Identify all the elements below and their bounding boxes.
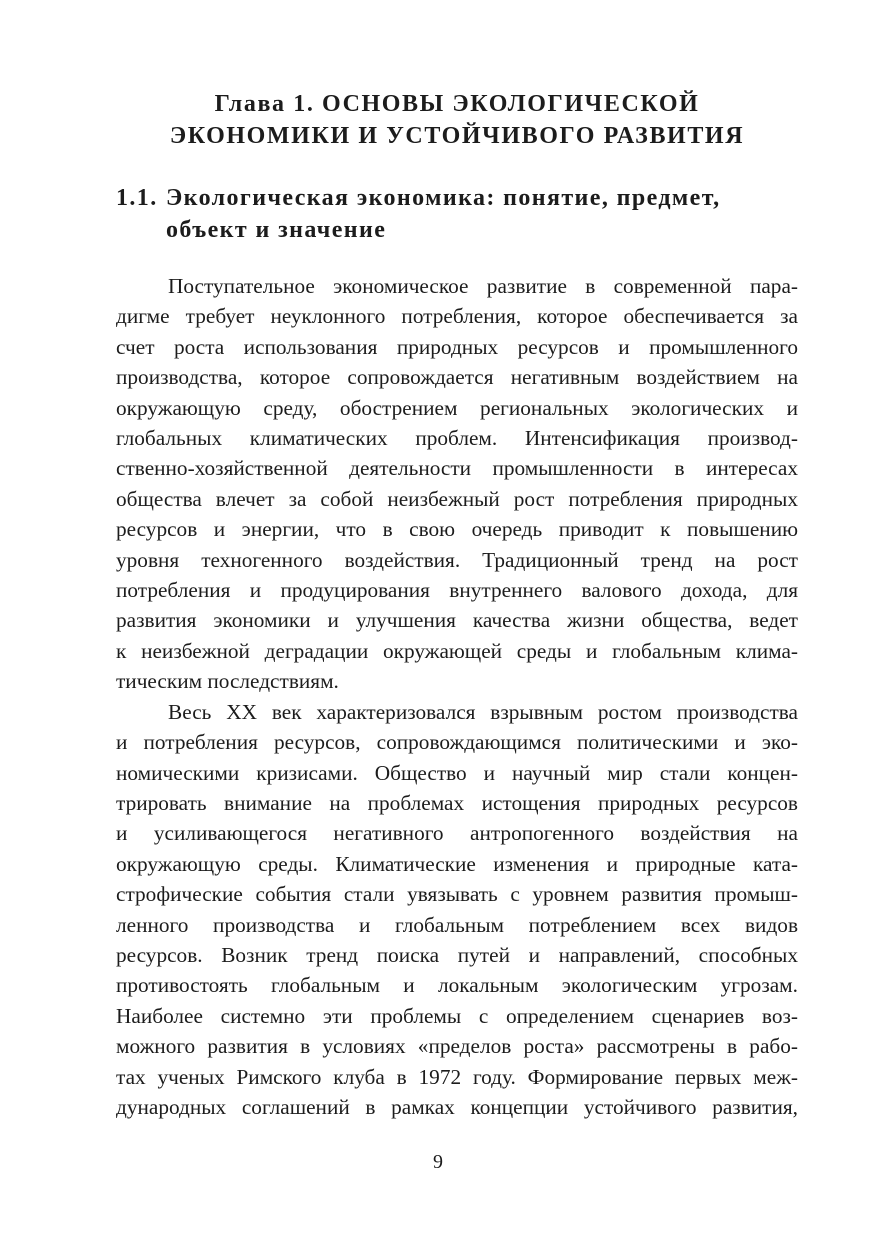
text-line: ственно-хозяйственной деятельности промышленности в интересах	[116, 456, 798, 481]
text-line: общества влечет за собой неизбежный рост потребления природных	[116, 486, 798, 511]
body-paragraph	[116, 271, 798, 697]
text-line: дународных соглашений в рамках концепции устойчивого развития,	[116, 1094, 798, 1119]
text-line: строфические события стали увязывать с уровнем развития промыш-	[116, 882, 798, 907]
text-line: Наиболее системно эти проблемы с определением сценариев воз-	[116, 1003, 798, 1028]
body-paragraph	[116, 697, 798, 1123]
text-line: производства, которое сопровождается негативным воздействием на	[116, 365, 798, 390]
chapter-title-line: ЭКОНОМИКИ И УСТОЙЧИВОГО РАЗВИТИЯ	[169, 123, 745, 149]
text-line: Поступательное экономическое развитие в современной пара-	[168, 274, 798, 298]
text-line: окружающую среду, обострением региональных экологических и	[116, 395, 798, 420]
text-line: развития экономики и улучшения качества жизни общества, ведет	[116, 608, 798, 633]
text-line: и потребления ресурсов, сопровождающимся политическими и эко-	[116, 730, 798, 755]
page-number: 9	[433, 1151, 443, 1173]
text-line: уровня техногенного воздействия. Традиционный тренд на рост	[116, 547, 798, 572]
text-line: глобальных климатических проблем. Интенсификация производ-	[116, 426, 798, 451]
text-line: Весь XX век характеризовался взрывным ростом производства	[168, 699, 798, 724]
text-line: ресурсов. Возник тренд поиска путей и направлений, способных	[116, 942, 798, 967]
text-line: к неизбежной деградации окружающей среды и глобальным клима-	[116, 638, 798, 663]
text-line: ресурсов и энергии, что в свою очередь приводит к повышению	[116, 517, 798, 542]
section-title-line: объект и значение	[166, 217, 387, 243]
section-title-line: Экологическая экономика: понятие, предмет,	[166, 185, 721, 211]
text-line: дигме требует неуклонного потребления, которое обеспечивается за	[116, 304, 798, 329]
text-line: противостоять глобальным и локальным экологическим угрозам.	[116, 973, 798, 998]
text-line: счет роста использования природных ресурсов и промышленного	[116, 334, 798, 359]
section-heading	[116, 182, 798, 246]
text-line: трировать внимание на проблемах истощения природных ресурсов	[116, 790, 798, 815]
text-line: ленного производства и глобальным потреблением всех видов	[116, 912, 798, 937]
text-line: потребления и продуцирования внутреннего валового дохода, для	[116, 578, 798, 603]
page-body	[116, 88, 798, 1122]
chapter-title-line: Глава 1. ОСНОВЫ ЭКОЛОГИЧЕСКОЙ	[214, 91, 700, 117]
text-line: тическим последствиям.	[116, 669, 339, 694]
text-line: тах ученых Римского клуба в 1972 году. Формирование первых меж-	[116, 1064, 798, 1089]
text-line: окружающую среды. Климатические изменения и природные ката-	[116, 851, 798, 876]
text-line: можного развития в условиях «пределов роста» рассмотрены в рабо-	[116, 1034, 798, 1059]
section-number: 1.1.	[116, 185, 158, 211]
chapter-title	[116, 88, 798, 152]
text-line: номическими кризисами. Общество и научный мир стали концен-	[116, 760, 798, 785]
text-line: и усиливающегося негативного антропогенного воздействия на	[116, 821, 798, 846]
